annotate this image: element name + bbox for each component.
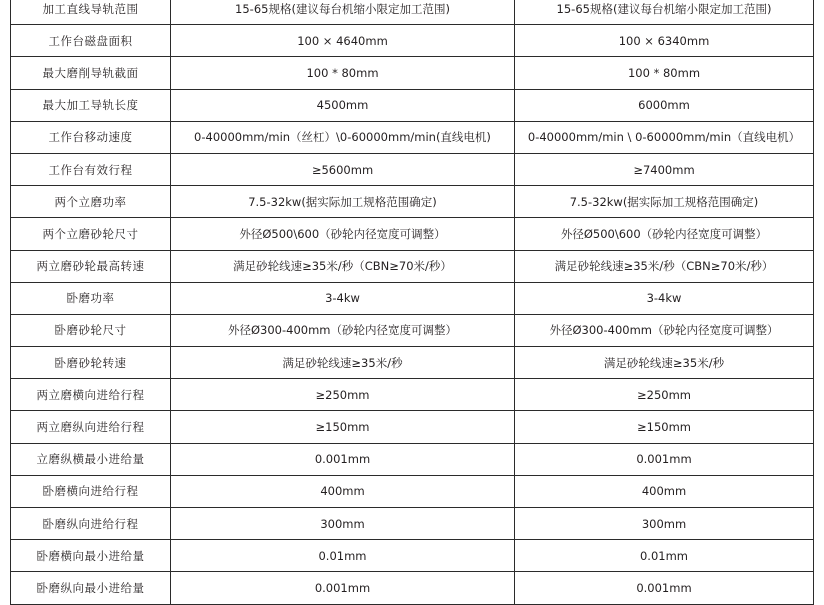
model-b-value: 100 × 6340mm <box>515 25 814 57</box>
model-b-value: ≥250mm <box>515 379 814 411</box>
model-a-value: 4500mm <box>171 89 515 121</box>
table-row <box>11 186 814 218</box>
model-b-value: 6000mm <box>515 89 814 121</box>
model-a-value: 300mm <box>171 508 515 540</box>
row-label: 卧磨横向最小进给量 <box>11 540 171 572</box>
table-row <box>11 508 814 540</box>
row-label: 加工直线导轨范围 <box>11 0 171 25</box>
row-label: 工作台移动速度 <box>11 121 171 153</box>
row-label: 两立磨横向进给行程 <box>11 379 171 411</box>
table-row <box>11 25 814 57</box>
model-b-value: 100 * 80mm <box>515 57 814 89</box>
model-b-value: 外径Ø500\600（砂轮内径宽度可调整） <box>515 218 814 250</box>
model-b-value: 0-40000mm/min \ 0-60000mm/min（直线电机） <box>515 121 814 153</box>
model-a-value: 100 × 4640mm <box>171 25 515 57</box>
model-a-value: 满足砂轮线速≥35米/秒 <box>171 347 515 379</box>
model-a-value: ≥250mm <box>171 379 515 411</box>
model-b-value: 0.001mm <box>515 443 814 475</box>
model-b-value: 满足砂轮线速≥35米/秒（CBN≥70米/秒） <box>515 250 814 282</box>
model-a-value: 0-40000mm/min（丝杠）\0-60000mm/min(直线电机) <box>171 121 515 153</box>
model-b-value: 满足砂轮线速≥35米/秒 <box>515 347 814 379</box>
row-label: 两立磨纵向进给行程 <box>11 411 171 443</box>
model-b-value: 外径Ø300-400mm（砂轮内径宽度可调整） <box>515 314 814 346</box>
model-a-value: 外径Ø300-400mm（砂轮内径宽度可调整） <box>171 314 515 346</box>
row-label: 最大加工导轨长度 <box>11 89 171 121</box>
row-label: 卧磨砂轮转速 <box>11 347 171 379</box>
row-label: 两个立磨砂轮尺寸 <box>11 218 171 250</box>
model-a-value: ≥150mm <box>171 411 515 443</box>
row-label: 卧磨纵向进给行程 <box>11 508 171 540</box>
model-b-value: 7.5-32kw(据实际加工规格范围确定) <box>515 186 814 218</box>
row-label: 卧磨砂轮尺寸 <box>11 314 171 346</box>
table-row <box>11 282 814 314</box>
model-a-value: 100 * 80mm <box>171 57 515 89</box>
model-b-value: 0.01mm <box>515 540 814 572</box>
model-a-value: ≥5600mm <box>171 153 515 185</box>
row-label: 卧磨纵向最小进给量 <box>11 572 171 604</box>
model-a-value: 15-65规格(建议每台机缩小限定加工范围) <box>171 0 515 25</box>
model-b-value: 400mm <box>515 475 814 507</box>
row-label: 卧磨横向进给行程 <box>11 475 171 507</box>
spec-table <box>10 0 814 605</box>
table-row <box>11 379 814 411</box>
row-label: 卧磨功率 <box>11 282 171 314</box>
model-b-value: 15-65规格(建议每台机缩小限定加工范围) <box>515 0 814 25</box>
table-row <box>11 0 814 25</box>
model-a-value: 7.5-32kw(据实际加工规格范围确定) <box>171 186 515 218</box>
table-row <box>11 121 814 153</box>
model-b-value: 0.001mm <box>515 572 814 604</box>
row-label: 工作台有效行程 <box>11 153 171 185</box>
table-row <box>11 572 814 604</box>
model-a-value: 外径Ø500\600（砂轮内径宽度可调整） <box>171 218 515 250</box>
table-row <box>11 540 814 572</box>
model-a-value: 满足砂轮线速≥35米/秒（CBN≥70米/秒） <box>171 250 515 282</box>
table-row <box>11 89 814 121</box>
row-label: 立磨纵横最小进给量 <box>11 443 171 475</box>
row-label: 最大磨削导轨截面 <box>11 57 171 89</box>
table-row <box>11 57 814 89</box>
row-label: 两立磨砂轮最高转速 <box>11 250 171 282</box>
table-row <box>11 475 814 507</box>
row-label: 工作台磁盘面积 <box>11 25 171 57</box>
model-b-value: ≥7400mm <box>515 153 814 185</box>
model-b-value: 3-4kw <box>515 282 814 314</box>
model-a-value: 0.001mm <box>171 443 515 475</box>
table-row <box>11 218 814 250</box>
model-a-value: 3-4kw <box>171 282 515 314</box>
model-a-value: 0.001mm <box>171 572 515 604</box>
table-row <box>11 347 814 379</box>
model-a-value: 0.01mm <box>171 540 515 572</box>
row-label: 两个立磨功率 <box>11 186 171 218</box>
model-b-value: 300mm <box>515 508 814 540</box>
table-row <box>11 314 814 346</box>
table-row <box>11 443 814 475</box>
table-row <box>11 411 814 443</box>
model-a-value: 400mm <box>171 475 515 507</box>
table-row <box>11 153 814 185</box>
model-b-value: ≥150mm <box>515 411 814 443</box>
table-row <box>11 250 814 282</box>
